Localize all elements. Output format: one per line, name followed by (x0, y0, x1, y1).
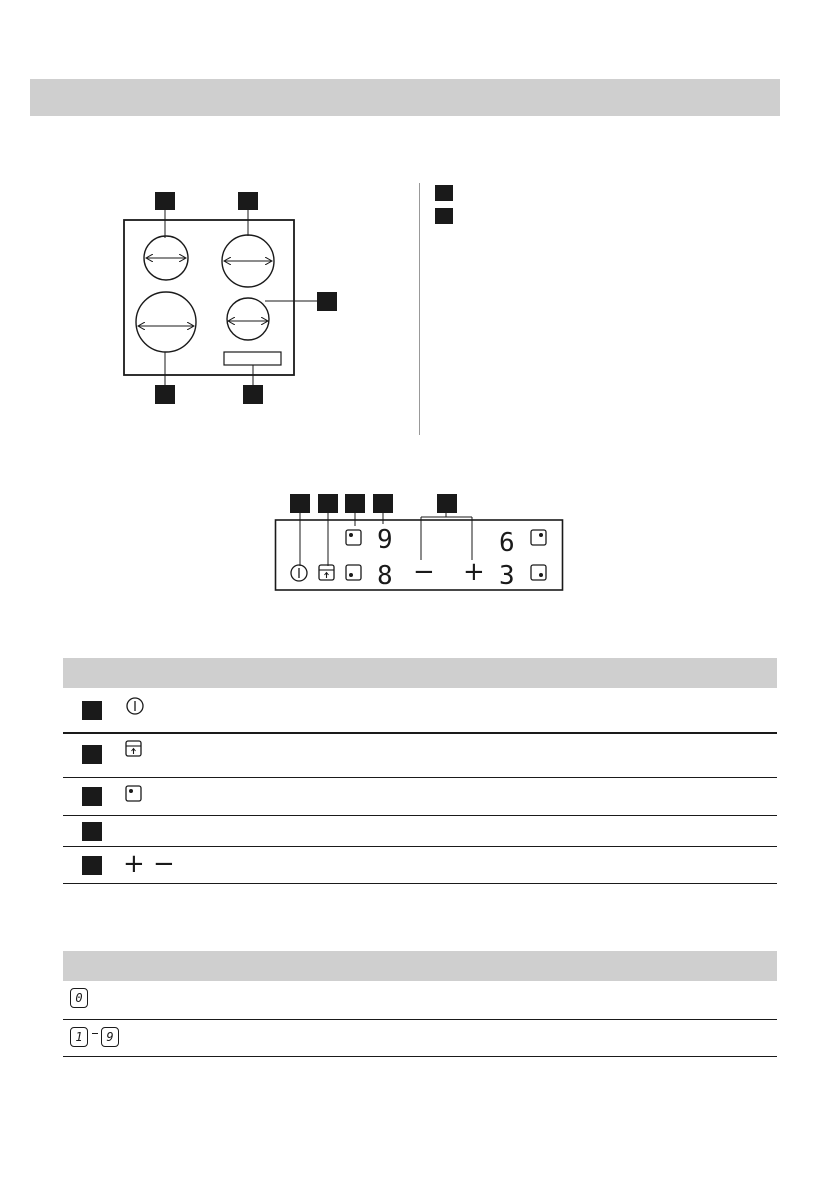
power-icon (125, 696, 145, 716)
row-divider (63, 732, 777, 734)
control-panel-outline (224, 352, 281, 365)
row-marker (82, 856, 102, 875)
plus-sensor[interactable]: + (463, 557, 485, 587)
display-symbol: 1 (70, 1027, 88, 1047)
row-divider (63, 777, 777, 778)
table2-header (63, 951, 777, 981)
minus-sensor[interactable]: − (413, 557, 435, 587)
legend-marker-2 (435, 208, 453, 224)
zone-small-right (227, 298, 269, 340)
row-divider (63, 815, 777, 816)
column-divider (419, 183, 420, 435)
zone-select-icon (125, 785, 143, 803)
display-top-right: 6 (499, 528, 515, 558)
row-divider (63, 846, 777, 847)
row-marker (82, 822, 102, 841)
row-divider (63, 883, 777, 884)
table1-header (63, 658, 777, 688)
display-bottom-left: 8 (377, 561, 393, 591)
hob-diagram (100, 180, 360, 410)
row-marker (82, 787, 102, 806)
display-symbol: 0 (70, 988, 88, 1008)
display-bottom-right: 3 (499, 561, 515, 591)
range-dash (92, 1033, 98, 1034)
row-marker (82, 701, 102, 720)
lock-icon (125, 740, 143, 758)
section-header-bar (30, 79, 780, 116)
display-symbol: 9 (101, 1027, 119, 1047)
zone-large (136, 292, 196, 352)
legend-marker-1 (435, 185, 453, 201)
display-top-left: 9 (377, 525, 393, 555)
row-marker (82, 745, 102, 764)
row-divider (63, 1019, 777, 1020)
row-divider (63, 1056, 777, 1057)
plus-minus-icon: + − (123, 849, 175, 879)
